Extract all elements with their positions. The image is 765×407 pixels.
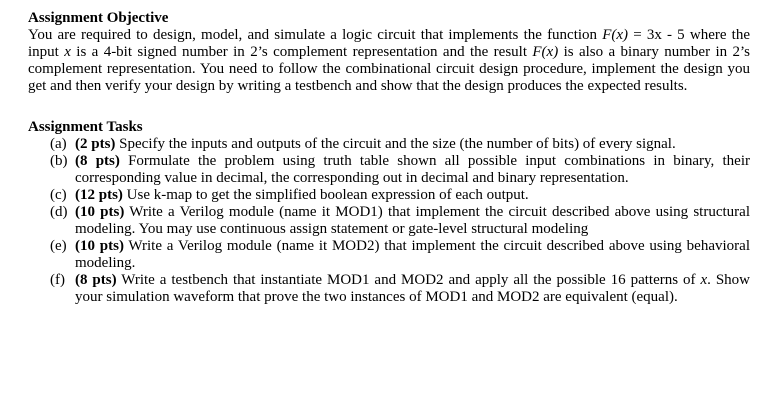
task-points: (2 pts): [75, 136, 116, 152]
function-rhs: = 3x - 5: [628, 27, 685, 43]
input-variable: x: [64, 44, 71, 60]
assignment-document: [28, 10, 750, 306]
task-item-d: [28, 204, 750, 238]
task-text: Write a Verilog module (name it MOD2) that implement the circuit described above using behavioral modeling.: [75, 238, 750, 271]
task-item-e: [28, 238, 750, 272]
tasks-list: [28, 136, 750, 306]
task-text-before: Write a testbench that instantiate MOD1 and MOD2 and apply all the possible 16 patterns of: [116, 272, 701, 288]
task-text: Write a Verilog module (name it MOD1) that implement the circuit described above using structural modeling. You may use continuous assign statement or gate-level structural modeling: [75, 204, 750, 237]
task-item-b: [28, 153, 750, 187]
task-text: Use k-map to get the simplified boolean expression of each output.: [122, 187, 529, 203]
task-text: Specify the inputs and outputs of the circuit and the size (the number of bits) of every signal.: [115, 136, 676, 152]
objective-desc-text: is a 4-bit signed number in 2’s complement representation and the result: [70, 44, 533, 60]
tasks-heading: Assignment Tasks: [28, 119, 143, 135]
section-spacer: [28, 95, 750, 119]
objective-where-text: where the input: [28, 27, 750, 60]
result-function: F(x): [532, 44, 559, 60]
task-points: (10 pts): [75, 238, 124, 254]
task-label: (a): [50, 136, 67, 152]
task-text-after: . Show your simulation waveform that prove the two instances of MOD1 and MOD2 are equivalent (equal).: [75, 272, 750, 305]
task-label: (c): [50, 187, 67, 203]
task-label: (e): [50, 238, 67, 254]
task-item-c: [28, 187, 750, 204]
task-label: (d): [50, 204, 68, 220]
objective-heading: Assignment Objective: [28, 10, 169, 26]
task-item-a: [28, 136, 750, 153]
task-label: (b): [50, 153, 68, 169]
task-item-f: [28, 272, 750, 306]
objective-intro-text: You are required to design, model, and simulate a logic circuit that implements the function: [28, 27, 603, 43]
task-points: (8 pts): [75, 272, 117, 288]
task-points: (10 pts): [75, 204, 125, 220]
task-variable: x: [700, 272, 708, 288]
objective-rest-text: is also a binary number in 2’s complement representation. You need to follow the combinational circuit design procedure, implement the design you get and then verify your design by writing a testbench and show that the design produces the expected results.: [28, 44, 750, 94]
task-label: (f): [50, 272, 65, 288]
task-points: (12 pts): [75, 187, 123, 203]
objective-paragraph: [28, 27, 750, 95]
task-points: (8 pts): [75, 153, 120, 169]
function-lhs: F(x): [602, 27, 629, 43]
task-text: Formulate the problem using truth table shown all possible input combinations in binary, their corresponding value in decimal, the corresponding out in decimal and binary representation.: [75, 153, 750, 186]
